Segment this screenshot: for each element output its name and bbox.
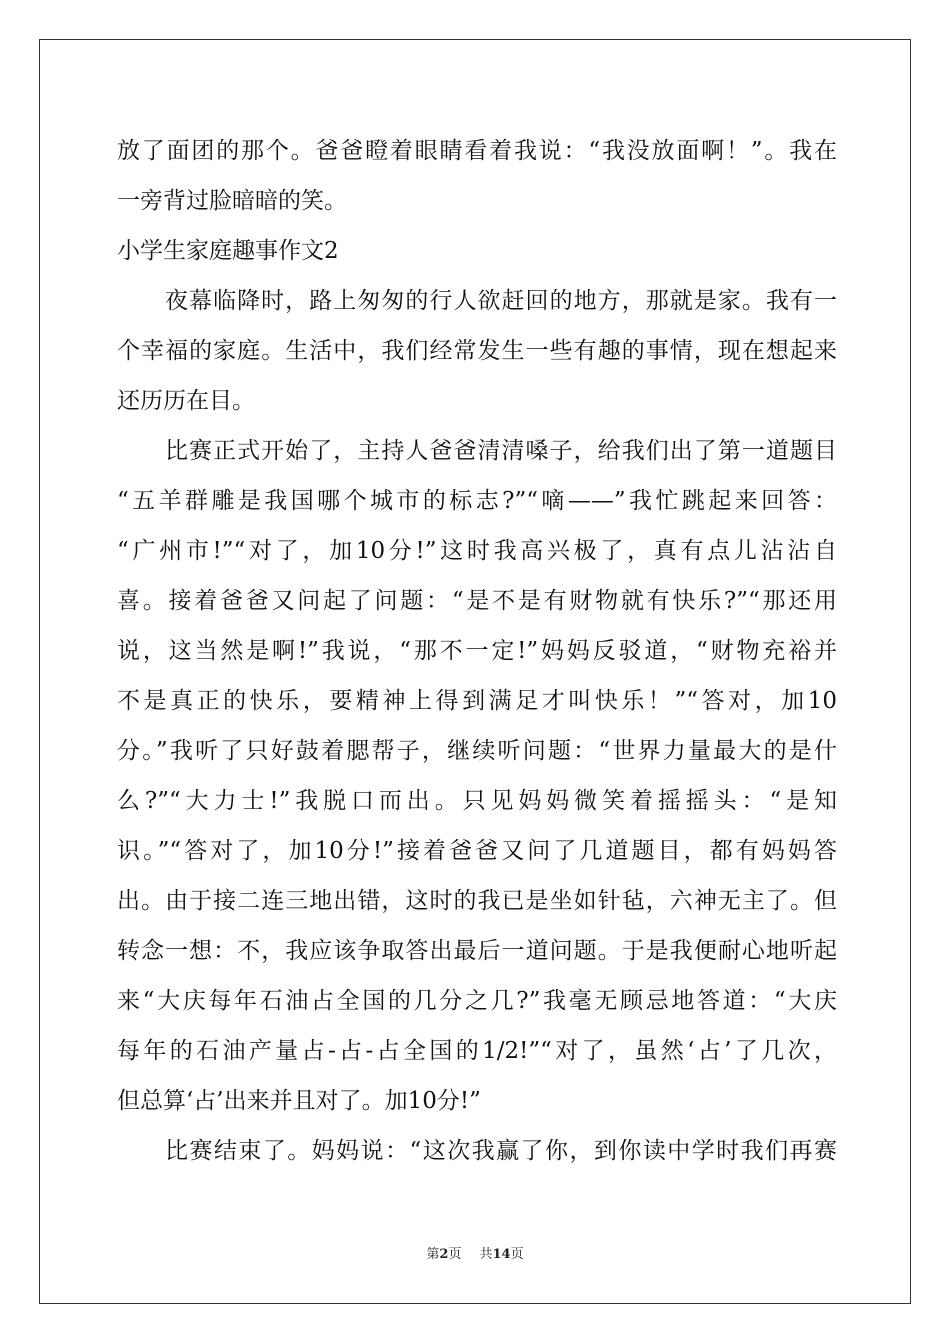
text-line: “广州市!”“对了，加10分!”这时我高兴极了，真有点儿沾沾自 [117, 538, 837, 564]
page-footer [0, 1243, 950, 1262]
text-line: “五羊群雕是我国哪个城市的标志?”“嘀——”我忙跳起来回答： [117, 488, 837, 514]
text-line: 不是真正的快乐，要精神上得到满足才叫快乐！”“答对，加10 [117, 688, 837, 714]
text-line: 夜幕临降时，路上匆匆的行人欲赶回的地方，那就是家。我有一 [165, 288, 837, 314]
text-line: 一旁背过脸暗暗的笑。 [117, 188, 347, 214]
text-line: 但总算‘占’出来并且对了。加10分!” [117, 1088, 481, 1114]
text-line: 识。”“答对了，加10分!”接着爸爸又问了几道题目，都有妈妈答 [117, 838, 837, 864]
text-line: 比赛正式开始了，主持人爸爸清清嗓子，给我们出了第一道题目 [165, 438, 837, 464]
total-page-number: 14 [492, 1247, 511, 1262]
text-line: 每年的石油产量占-占-占全国的1/2!”“对了，虽然‘占’了几次， [117, 1038, 837, 1064]
text-line: 分。”我听了只好鼓着腮帮子，继续听问题：“世界力量最大的是什 [117, 738, 837, 764]
text-line: 小学生家庭趣事作文2 [117, 238, 339, 264]
text-line: 还历历在目。 [117, 388, 255, 414]
text-line: 个幸福的家庭。生活中，我们经常发生一些有趣的事情，现在想起来 [117, 338, 837, 364]
text-line: 说，这当然是啊!”我说，“那不一定!”妈妈反驳道，“财物充裕并 [117, 638, 837, 664]
page-prefix: 第 [426, 1247, 440, 1262]
text-line: 比赛结束了。妈妈说：“这次我赢了你，到你读中学时我们再赛 [165, 1138, 837, 1164]
text-line: 么?”“大力士!”我脱口而出。只见妈妈微笑着摇摇头：“是知 [117, 788, 837, 814]
text-line: 喜。接着爸爸又问起了问题：“是不是有财物就有快乐?”“那还用 [117, 588, 837, 614]
total-prefix: 共 [479, 1247, 493, 1262]
total-unit: 页 [510, 1247, 524, 1262]
text-line: 放了面团的那个。爸爸瞪着眼睛看着我说：“我没放面啊！”。我在 [117, 138, 837, 164]
current-page-number: 2 [439, 1247, 449, 1262]
text-line: 转念一想：不，我应该争取答出最后一道问题。于是我便耐心地听起 [117, 938, 837, 964]
text-line: 出。由于接二连三地出错，这时的我已是坐如针毡，六神无主了。但 [117, 888, 837, 914]
document-body [117, 126, 837, 1176]
page-unit: 页 [448, 1247, 462, 1262]
text-line: 来“大庆每年石油占全国的几分之几?”我毫无顾忌地答道：“大庆 [117, 988, 837, 1014]
